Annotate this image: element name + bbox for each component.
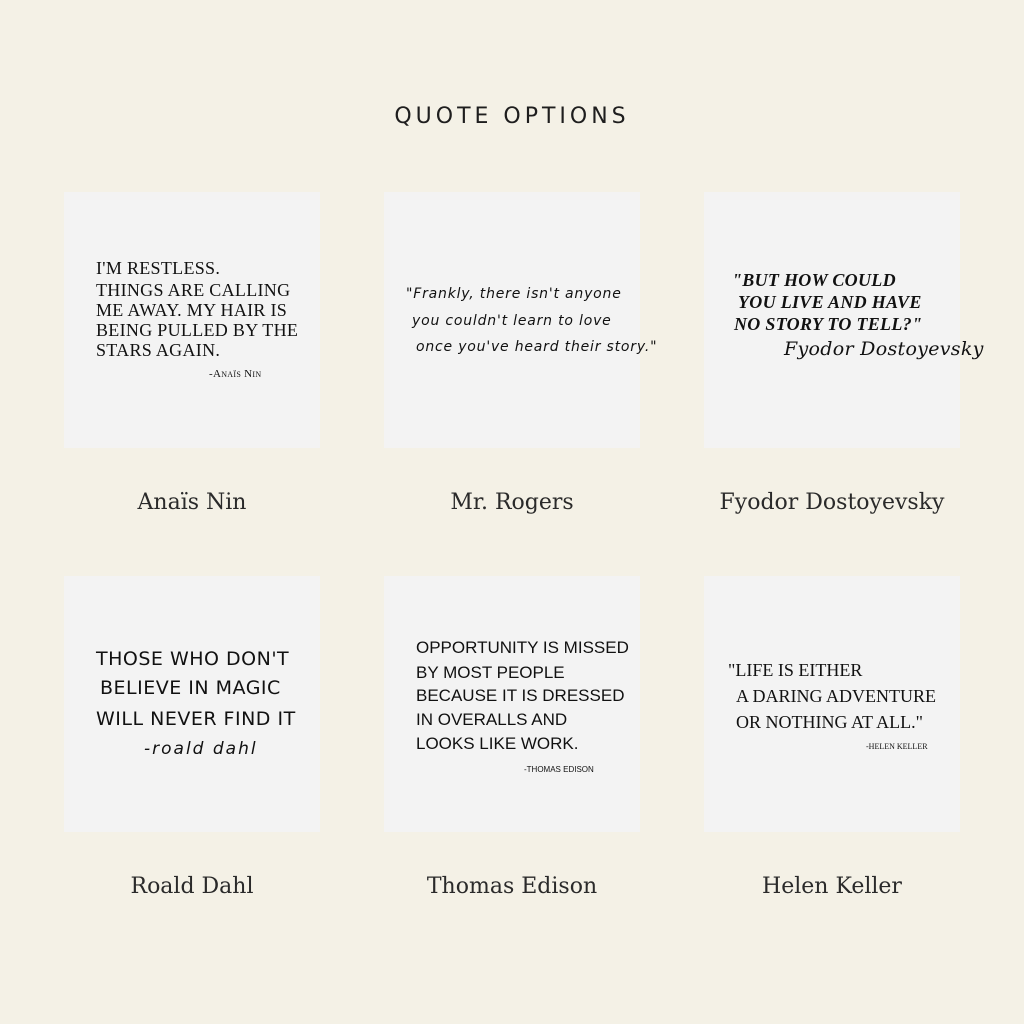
quote-attribution: -THOMAS EDISON: [524, 765, 594, 774]
quote-image: [704, 576, 960, 832]
quote-card-roald-dahl[interactable]: [64, 576, 320, 832]
page-title: QUOTE OPTIONS: [394, 104, 630, 129]
quote-line: OR NOTHING AT ALL.": [736, 712, 924, 732]
quote-line: "Frankly, there isn't anyone: [406, 286, 622, 302]
quote-line: you couldn't learn to love: [412, 313, 612, 329]
quote-line: BECAUSE IT IS DRESSED: [416, 686, 625, 705]
quote-image: [704, 192, 984, 448]
quote-attribution: -roald dahl: [144, 739, 258, 759]
quote-card-thomas-edison[interactable]: [384, 576, 640, 832]
quote-image: [384, 192, 658, 448]
quote-caption: Helen Keller: [762, 874, 902, 899]
quote-caption: Roald Dahl: [130, 874, 254, 899]
quote-line: I'M RESTLESS.: [96, 258, 221, 278]
quote-line: YOU LIVE AND HAVE: [738, 292, 922, 312]
quote-line: BELIEVE IN MAGIC: [100, 677, 281, 699]
quote-line: NO STORY TO TELL?": [734, 314, 923, 334]
quote-line: WILL NEVER FIND IT: [96, 708, 296, 730]
quote-image: [384, 576, 640, 832]
quote-caption: Thomas Edison: [426, 874, 598, 899]
quote-image: [64, 192, 320, 448]
quote-line: LOOKS LIKE WORK.: [416, 734, 579, 753]
quote-line: THINGS ARE CALLING: [96, 280, 291, 300]
quote-line: ME AWAY. MY HAIR IS: [96, 300, 288, 320]
quote-line: BEING PULLED BY THE: [96, 320, 299, 340]
quote-attribution: -HELEN KELLER: [866, 742, 928, 751]
quote-line: THOSE WHO DON'T: [96, 648, 290, 670]
quote-line: "BUT HOW COULD: [732, 270, 896, 290]
quote-attribution: Fyodor Dostoyevsky: [784, 338, 984, 360]
quote-card-helen-keller[interactable]: [704, 576, 960, 832]
quote-line: OPPORTUNITY IS MISSED: [416, 638, 629, 657]
quote-line: A DARING ADVENTURE: [736, 686, 936, 706]
quote-line: once you've heard their story.": [416, 339, 658, 355]
quote-caption: Mr. Rogers: [450, 490, 574, 515]
quote-caption: Anaïs Nin: [137, 490, 247, 515]
quote-line: IN OVERALLS AND: [416, 710, 568, 729]
quote-card-anais-nin[interactable]: [64, 192, 320, 448]
quote-line: "LIFE IS EITHER: [728, 660, 863, 680]
quote-card-mr-rogers[interactable]: [384, 192, 658, 448]
quote-card-dostoyevsky[interactable]: [704, 192, 984, 448]
quote-caption: Fyodor Dostoyevsky: [719, 490, 945, 515]
quote-line: BY MOST PEOPLE: [416, 663, 565, 682]
quote-image: [64, 576, 320, 832]
quote-attribution: -Anaïs Nin: [209, 368, 262, 380]
quote-line: STARS AGAIN.: [96, 340, 221, 360]
